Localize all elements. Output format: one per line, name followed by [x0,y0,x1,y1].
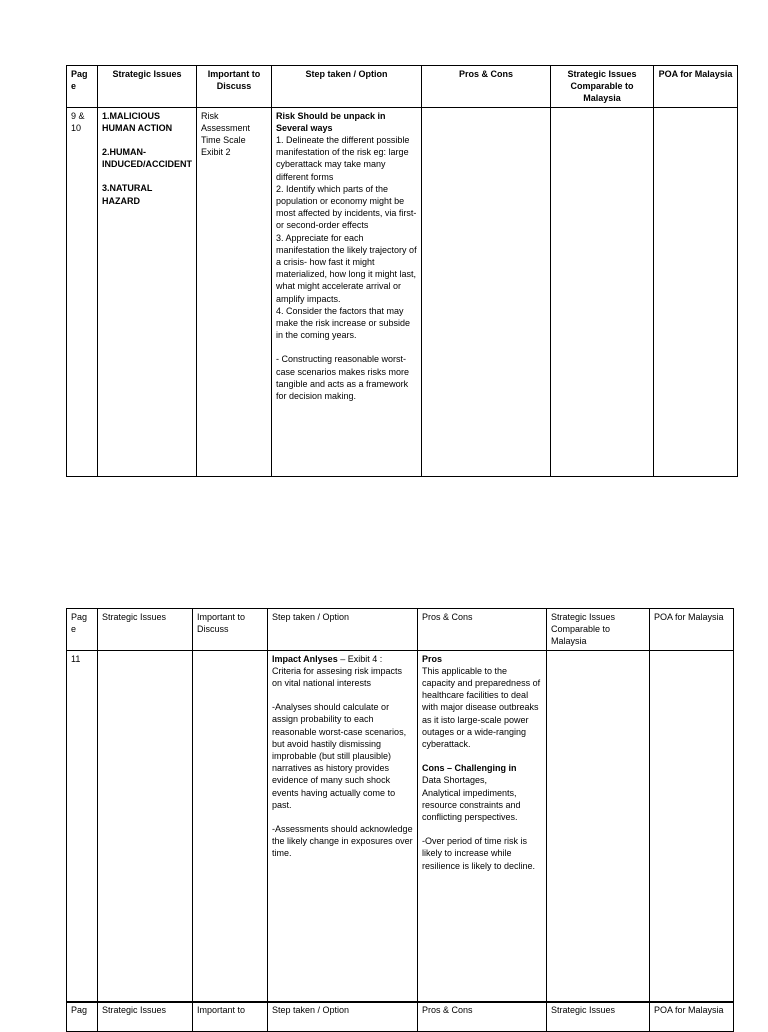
cell-strategic-issues [98,107,197,476]
header-pros-cons: Pros & Cons [418,609,547,651]
cell-page: 9 & 10 [67,107,98,476]
header-comparable-malaysia: Strategic Issues [547,1002,650,1032]
header-poa-malaysia: POA for Malaysia [650,1002,734,1032]
step-title: Impact Anlyses [272,653,338,664]
header-pros-cons: Pros & Cons [418,1002,547,1032]
header-comparable-malaysia: Strategic Issues Comparable to Malaysia [551,66,654,108]
header-strategic-issues: Strategic Issues [98,66,197,108]
header-strategic-issues: Strategic Issues [98,1002,193,1032]
header-poa-malaysia: POA for Malaysia [654,66,738,108]
header-strategic-issues: Strategic Issues [98,609,193,651]
table-header-row [67,1002,734,1032]
header-page: Pag [67,1002,98,1032]
step-heading [272,653,413,690]
table-page-11 [66,608,734,1003]
cell-important: Risk Assessment Time Scale Exibit 2 [197,107,272,476]
header-important-to-discuss: Important to [193,1002,268,1032]
issue-malicious: 1.MALICIOUS HUMAN ACTION [102,110,173,133]
cons-note: -Over period of time risk is likely to increase while resilience is likely to decline. [422,836,536,871]
step-title: Risk Should be unpack in Several ways [276,110,386,133]
header-step-taken: Step taken / Option [272,66,422,108]
cell-page: 11 [67,650,98,1002]
cell-strategic-issues [98,650,193,1002]
header-poa-malaysia: POA for Malaysia [650,609,734,651]
table-next-header [66,1001,734,1032]
header-important-to-discuss: Important to Discuss [197,66,272,108]
pros-title: Pros [422,653,443,664]
table-page-9-10 [66,65,738,477]
cell-poa [650,650,734,1002]
pros-text: This applicable to the capacity and preparedness of healthcare facilities to deal with major disease outbreaks as it isto large-scale power outages or a wide-ranging cyberattack. [422,665,541,750]
header-step-taken: Step taken / Option [268,609,418,651]
header-pros-cons: Pros & Cons [422,66,551,108]
issue-human-induced: 2.HUMAN- INDUCED/ACCIDENT [102,147,192,170]
table-header-row [67,609,734,651]
header-important-to-discuss: Important to Discuss [193,609,268,651]
header-page: Pag e [67,609,98,651]
header-step-taken: Step taken / Option [268,1002,418,1032]
step-points: 1. Delineate the different possible manifestation of the risk eg: large cyberattack may take many different forms 2. Identify which parts of the population or economy might be most affected by incidents, via first-or second-order effects 3. Appreciate for each manifestation the likely trajectory of a crisis- how fast it might materialized, how long it might last, what might accelerate arrival or amplify impacts. 4. Consider the factors that may make the risk increase or subside in the coming years. [276,135,417,341]
cons-text: Data Shortages, Analytical impediments, resource constraints and conflicting perspectives. [422,775,521,823]
cell-pros-cons [422,107,551,476]
table-row [67,107,738,476]
cell-important [193,650,268,1002]
header-comparable-malaysia: Strategic Issues Comparable to Malaysia [547,609,650,651]
cell-pros-cons [418,650,547,1002]
issue-natural-hazard: 3.NATURAL HAZARD [102,183,153,206]
step-note: - Constructing reasonable worst-case scenarios makes risks more tangible and acts as a framework for decision making. [276,354,410,402]
cell-poa [654,107,738,476]
step-title-rest: – Exibit 4 : Criteria for assesing risk impacts on vital national interests [272,653,403,689]
cell-comparable [551,107,654,476]
cell-comparable [547,650,650,1002]
step-paragraph-2: -Assessments should acknowledge the likely change in exposures over time. [272,824,413,859]
cell-step-taken [268,650,418,1002]
table-row [67,650,734,1002]
cell-step-taken [272,107,422,476]
header-page: Pag e [67,66,98,108]
step-paragraph-1: -Analyses should calculate or assign probability to each reasonable worst-case scenarios, but avoid hastily dismissing improbable (but still plausible) narratives as history provides evidence of many such shock events having actually come to past. [272,702,407,810]
table-header-row [67,66,738,108]
cons-title: Cons – Challenging in [422,763,517,774]
